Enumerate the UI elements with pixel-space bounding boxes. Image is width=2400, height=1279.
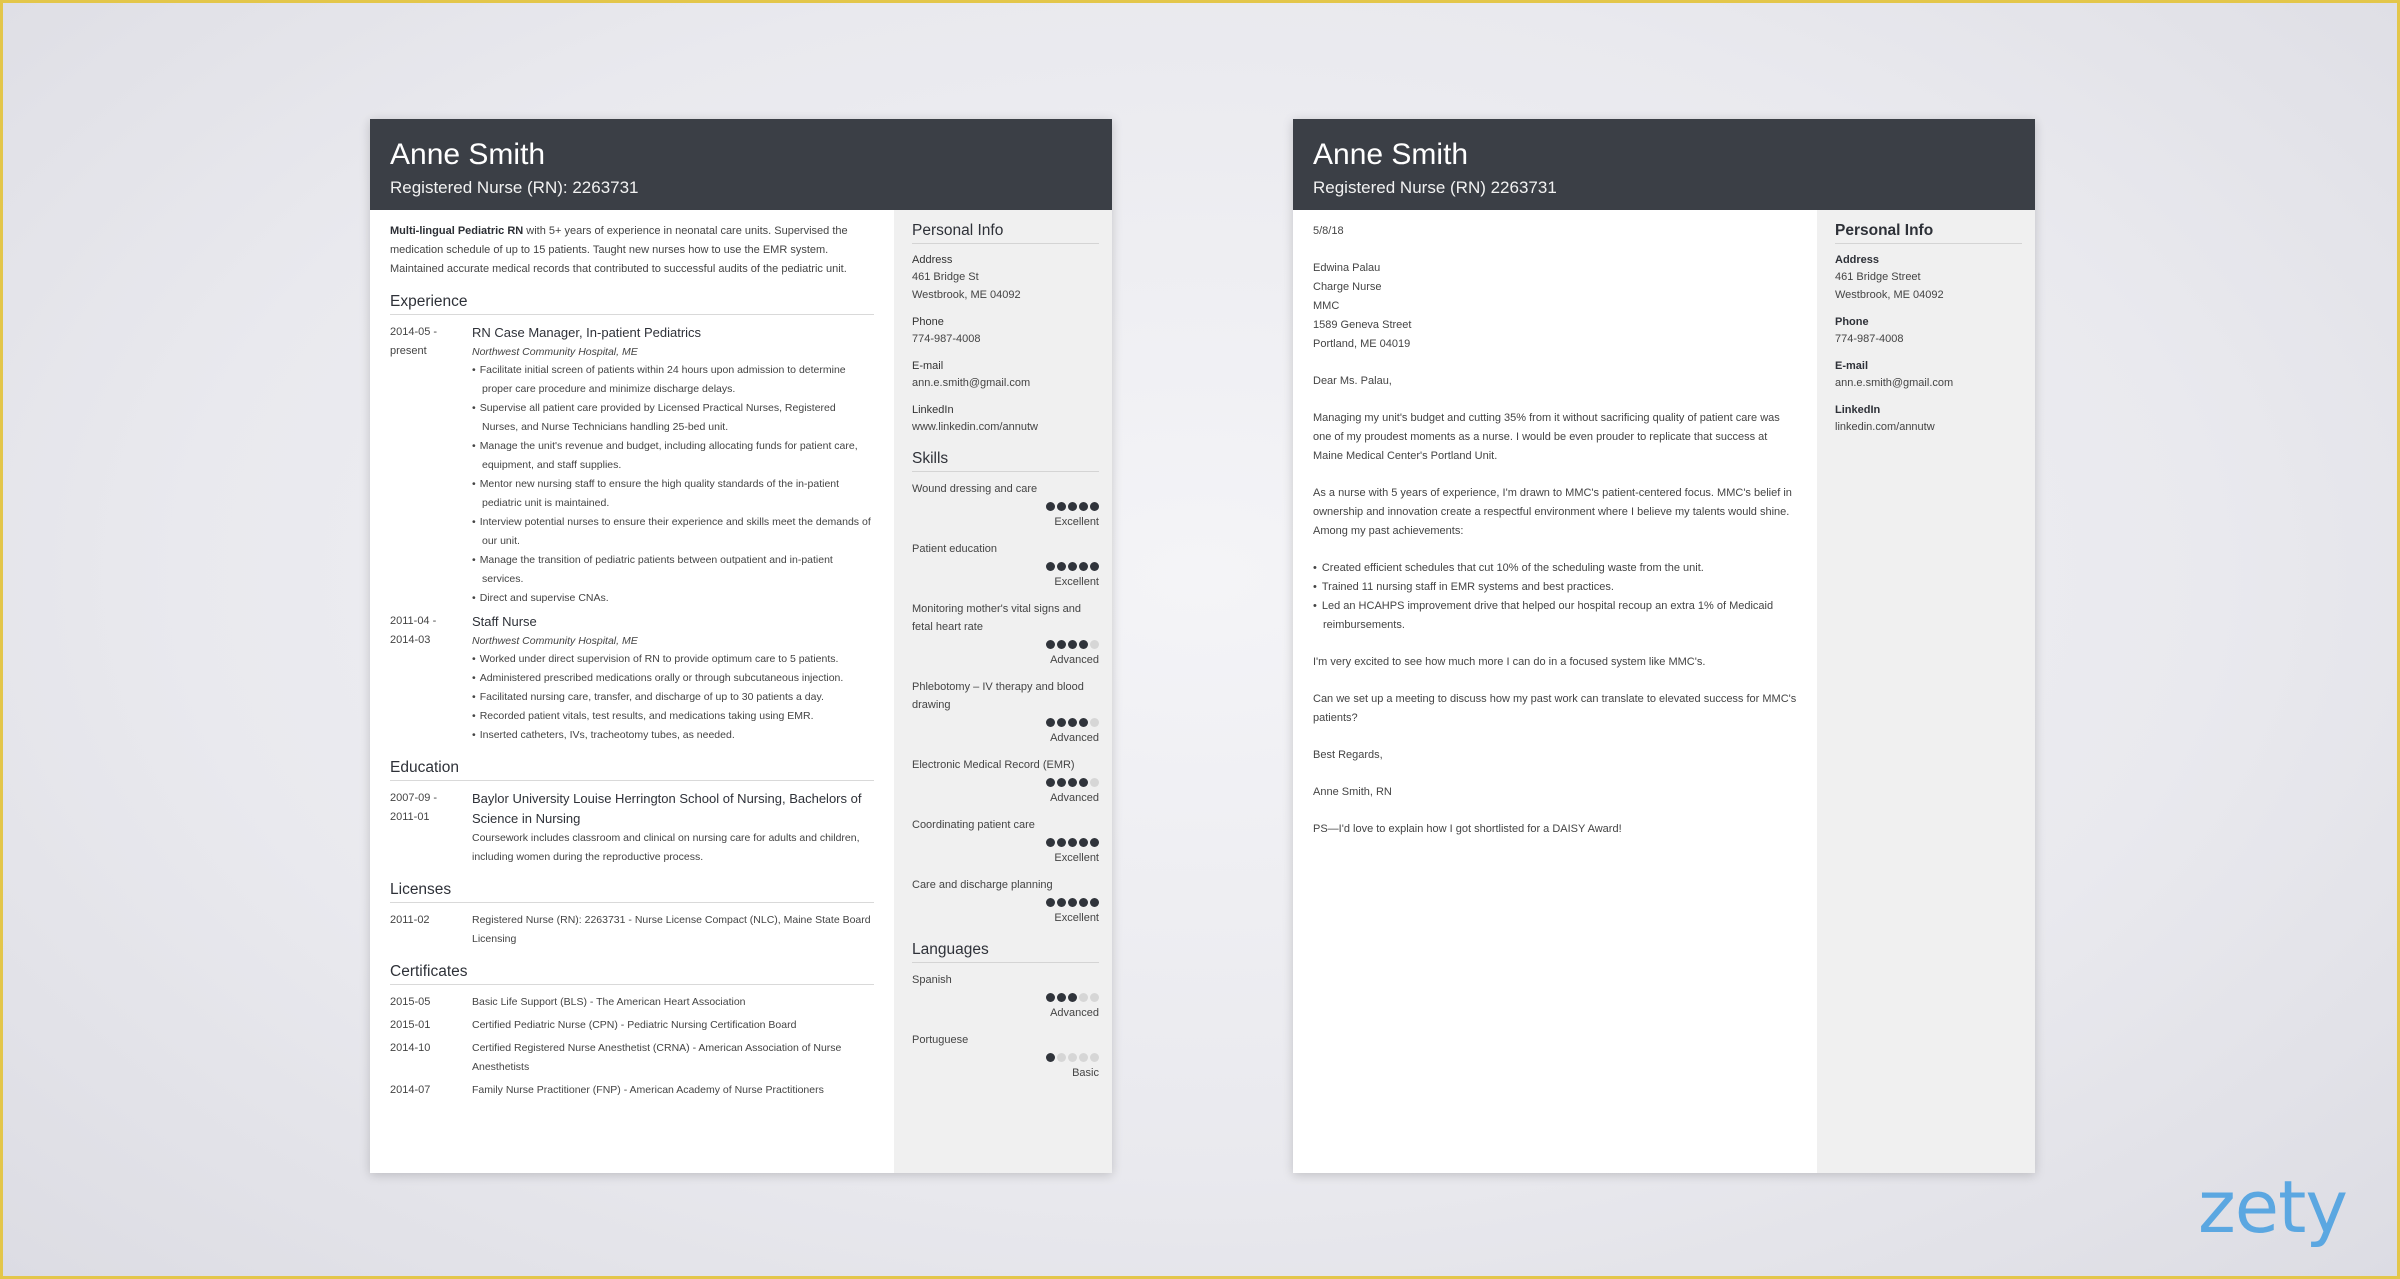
address-value [912, 268, 1099, 304]
experience-bullet: • Manage the transition of pediatric patients between outpatient and in-patient services. [472, 551, 874, 589]
certificate-date: 2015-05 [390, 996, 431, 1008]
resume-header [370, 119, 1112, 210]
letter-recipient [1313, 259, 1797, 354]
rating-dot-icon [1046, 718, 1055, 727]
letter-ps: PS—I'd love to explain how I got shortlisted for a DAISY Award! [1313, 823, 1622, 835]
skill-level: Excellent [1054, 912, 1099, 924]
certificate-date: 2014-07 [390, 1084, 431, 1096]
rating-dot-icon [1090, 640, 1099, 649]
license-text: Registered Nurse (RN): 2263731 - Nurse License Compact (NLC), Maine State Board Licensing [472, 914, 871, 945]
rating-dot-icon [1068, 502, 1077, 511]
rating-dot-icon [1046, 1053, 1055, 1062]
recipient-line: 1589 Geneva Street [1313, 319, 1412, 331]
experience-org: Northwest Community Hospital, ME [472, 346, 638, 358]
letter-name: Anne Smith [1313, 138, 1469, 171]
resume-main-column [370, 210, 894, 1173]
rating-dot-icon [1079, 502, 1088, 511]
skills-heading: Skills [912, 450, 1099, 472]
rating-dot-icon [1090, 778, 1099, 787]
email-label: E-mail [912, 360, 944, 372]
experience-list [390, 323, 874, 745]
education-date-end: 2011-01 [390, 811, 430, 823]
rating-dot-icon [1057, 502, 1066, 511]
skill-rating [912, 501, 1099, 513]
rating-dot-icon [1068, 993, 1077, 1002]
rating-dot-icon [1068, 562, 1077, 571]
rating-dot-icon [1057, 898, 1066, 907]
letter-linkedin-label: LinkedIn [1835, 404, 1881, 416]
recipient-line: Portland, ME 04019 [1313, 338, 1411, 350]
languages-heading: Languages [912, 941, 1099, 963]
skill-level: Excellent [1054, 516, 1099, 528]
letter-title: Registered Nurse (RN) 2263731 [1313, 178, 1557, 197]
summary-bold: Multi-lingual Pediatric RN [390, 225, 524, 237]
skill-name: Coordinating patient care [912, 819, 1035, 831]
education-date-start: 2007-09 - [390, 792, 438, 804]
experience-bullet: • Facilitate initial screen of patients within 24 hours upon admission to determine proper care procedure and minimize discharge delays. [472, 361, 874, 399]
resume-page [370, 119, 1112, 1173]
letter-signature: Anne Smith, RN [1313, 786, 1392, 798]
letter-email-value: ann.e.smith@gmail.com [1835, 377, 1954, 389]
experience-entry [390, 323, 874, 608]
letter-bullet: • Trained 11 nursing staff in EMR systems and best practices. [1313, 578, 1797, 597]
rating-dot-icon [1057, 562, 1066, 571]
letter-bullet: • Led an HCAHPS improvement drive that helped our hospital recoup an extra 1% of Medicaid reimbursements. [1313, 597, 1797, 635]
letter-paragraph-1: Managing my unit's budget and cutting 35% from it without sacrificing quality of patient care was one of my proudest moments as a nurse. I would be even prouder to replicate that success at Maine Medical Center's Portland Unit. [1313, 412, 1780, 462]
rating-dot-icon [1046, 838, 1055, 847]
skill-rating [912, 639, 1099, 651]
letter-paragraph-2: As a nurse with 5 years of experience, I'm drawn to MMC's patient-centered focus. MMC's belief in ownership and innovation create a respectful environment where I believe my talents would shine. Among my past achievements: [1313, 487, 1792, 537]
rating-dot-icon [1079, 838, 1088, 847]
letter-closing: Best Regards, [1313, 749, 1383, 761]
rating-dot-icon [1090, 502, 1099, 511]
experience-date-end: 2014-03 [390, 634, 431, 646]
license-date: 2011-02 [390, 914, 430, 926]
letter-header [1293, 119, 2035, 210]
certificates-heading: Certificates [390, 963, 874, 985]
linkedin-label: LinkedIn [912, 404, 954, 416]
skill-item [912, 480, 1099, 531]
letter-personal-info-heading: Personal Info [1835, 222, 2022, 244]
skill-level: Excellent [1054, 852, 1099, 864]
experience-bullet: • Recorded patient vitals, test results, and medications taking using EMR. [472, 707, 874, 726]
rating-dot-icon [1046, 562, 1055, 571]
rating-dot-icon [1090, 898, 1099, 907]
experience-bullets [472, 361, 874, 608]
letter-sidebar [1817, 210, 2035, 1173]
experience-dates [390, 323, 472, 608]
letter-paragraph-3: I'm very excited to see how much more I can do in a focused system like MMC's. [1313, 656, 1706, 668]
rating-dot-icon [1090, 993, 1099, 1002]
certificate-entry [390, 993, 874, 1012]
phone-label: Phone [912, 316, 944, 328]
skill-level: Advanced [1050, 732, 1099, 744]
experience-bullet: • Direct and supervise CNAs. [472, 589, 874, 608]
letter-greeting: Dear Ms. Palau, [1313, 375, 1392, 387]
experience-bullet: • Worked under direct supervision of RN to provide optimum care to 5 patients. [472, 650, 874, 669]
language-rating [912, 992, 1099, 1004]
skill-name: Wound dressing and care [912, 483, 1038, 495]
letter-body [1293, 210, 1817, 1173]
certificate-text: Certified Pediatric Nurse (CPN) - Pediatric Nursing Certification Board [472, 1019, 797, 1031]
licenses-heading: Licenses [390, 881, 874, 903]
rating-dot-icon [1057, 838, 1066, 847]
recipient-line: Edwina Palau [1313, 262, 1381, 274]
experience-date-end: present [390, 345, 427, 357]
rating-dot-icon [1057, 993, 1066, 1002]
rating-dot-icon [1068, 838, 1077, 847]
rating-dot-icon [1046, 898, 1055, 907]
email-value: ann.e.smith@gmail.com [912, 377, 1031, 389]
resume-name: Anne Smith [390, 138, 546, 171]
language-item [912, 971, 1099, 1022]
rating-dot-icon [1090, 718, 1099, 727]
experience-bullets [472, 650, 874, 745]
letter-address-label: Address [1835, 254, 1880, 266]
rating-dot-icon [1046, 502, 1055, 511]
certificate-text: Family Nurse Practitioner (FNP) - American Academy of Nurse Practitioners [472, 1084, 824, 1096]
education-entry [390, 789, 874, 867]
language-level: Basic [1072, 1067, 1099, 1079]
skill-item [912, 816, 1099, 867]
phone-value: 774-987-4008 [912, 333, 981, 345]
rating-dot-icon [1079, 718, 1088, 727]
language-level: Advanced [1050, 1007, 1099, 1019]
certificate-entry [390, 1039, 874, 1077]
letter-email-label: E-mail [1835, 360, 1869, 372]
rating-dot-icon [1090, 838, 1099, 847]
rating-dot-icon [1046, 778, 1055, 787]
recipient-line: Charge Nurse [1313, 281, 1382, 293]
skill-name: Patient education [912, 543, 998, 555]
experience-bullet: • Mentor new nursing staff to ensure the high quality standards of the in-patient pediatric unit is maintained. [472, 475, 874, 513]
languages-list [912, 971, 1099, 1082]
skills-list [912, 480, 1099, 927]
skill-item [912, 876, 1099, 927]
skill-rating [912, 777, 1099, 789]
rating-dot-icon [1068, 718, 1077, 727]
language-item [912, 1031, 1099, 1082]
experience-role: RN Case Manager, In-patient Pediatrics [472, 325, 702, 340]
skill-rating [912, 837, 1099, 849]
skill-item [912, 600, 1099, 669]
experience-entry [390, 612, 874, 745]
license-entry [390, 911, 874, 949]
experience-heading: Experience [390, 293, 874, 315]
experience-bullet: • Facilitated nursing care, transfer, and discharge of up to 30 patients a day. [472, 688, 874, 707]
rating-dot-icon [1068, 898, 1077, 907]
zety-logo: zety [2198, 1165, 2347, 1249]
rating-dot-icon [1057, 778, 1066, 787]
rating-dot-icon [1079, 778, 1088, 787]
rating-dot-icon [1068, 1053, 1077, 1062]
skill-name: Electronic Medical Record (EMR) [912, 759, 1075, 771]
rating-dot-icon [1079, 640, 1088, 649]
rating-dot-icon [1046, 640, 1055, 649]
rating-dot-icon [1079, 562, 1088, 571]
skill-item [912, 756, 1099, 807]
letter-address-line-1: 461 Bridge Street [1835, 271, 1921, 283]
language-rating [912, 1052, 1099, 1064]
certificate-date: 2015-01 [390, 1019, 431, 1031]
certificates-list [390, 993, 874, 1100]
letter-address-line-2: Westbrook, ME 04092 [1835, 289, 1944, 301]
skill-level: Advanced [1050, 792, 1099, 804]
experience-body [472, 612, 874, 745]
certificate-text: Certified Registered Nurse Anesthetist (CRNA) - American Association of Nurse Anesthetists [472, 1042, 842, 1073]
personal-info-heading: Personal Info [912, 222, 1099, 244]
skill-item [912, 540, 1099, 591]
skill-item [912, 678, 1099, 747]
experience-org: Northwest Community Hospital, ME [472, 635, 638, 647]
rating-dot-icon [1057, 718, 1066, 727]
rating-dot-icon [1079, 898, 1088, 907]
skill-rating [912, 717, 1099, 729]
letter-paragraph-4: Can we set up a meeting to discuss how my past work can translate to elevated success for MMC's patients? [1313, 693, 1797, 724]
experience-body [472, 323, 874, 608]
address-line-1: 461 Bridge St [912, 271, 979, 283]
certificate-text: Basic Life Support (BLS) - The American Heart Association [472, 996, 746, 1008]
rating-dot-icon [1079, 1053, 1088, 1062]
letter-achievements [1313, 559, 1797, 635]
skill-level: Excellent [1054, 576, 1099, 588]
skill-level: Advanced [1050, 654, 1099, 666]
resume-summary [390, 222, 874, 279]
experience-bullet: • Inserted catheters, IVs, tracheotomy tubes, as needed. [472, 726, 874, 745]
skill-name: Phlebotomy – IV therapy and blood drawing [912, 681, 1084, 711]
rating-dot-icon [1068, 778, 1077, 787]
education-school: Baylor University Louise Herrington School of Nursing, Bachelors of Science in Nursing [472, 791, 862, 826]
skill-rating [912, 897, 1099, 909]
language-name: Spanish [912, 974, 952, 986]
letter-address-value [1835, 268, 2022, 304]
rating-dot-icon [1046, 993, 1055, 1002]
education-desc: Coursework includes classroom and clinical on nursing care for adults and children, including women during the reproductive process. [472, 832, 860, 863]
resume-title: Registered Nurse (RN): 2263731 [390, 178, 639, 197]
letter-phone-label: Phone [1835, 316, 1869, 328]
licenses-list [390, 911, 874, 949]
cover-letter-page [1293, 119, 2035, 1173]
rating-dot-icon [1090, 1053, 1099, 1062]
experience-role: Staff Nurse [472, 614, 537, 629]
resume-sidebar [894, 210, 1112, 1173]
certificate-date: 2014-10 [390, 1042, 431, 1054]
experience-bullet: • Administered prescribed medications orally or through subcutaneous injection. [472, 669, 874, 688]
skill-rating [912, 561, 1099, 573]
rating-dot-icon [1090, 562, 1099, 571]
letter-date: 5/8/18 [1313, 225, 1344, 237]
experience-dates [390, 612, 472, 745]
certificate-entry [390, 1081, 874, 1100]
address-label: Address [912, 254, 953, 266]
rating-dot-icon [1079, 993, 1088, 1002]
experience-date-start: 2014-05 - [390, 326, 438, 338]
experience-bullet: • Interview potential nurses to ensure their experience and skills meet the demands of our unit. [472, 513, 874, 551]
rating-dot-icon [1057, 1053, 1066, 1062]
skill-name: Monitoring mother's vital signs and fetal heart rate [912, 603, 1082, 633]
linkedin-value: www.linkedin.com/annutw [912, 421, 1038, 433]
experience-date-start: 2011-04 - [390, 615, 437, 627]
education-heading: Education [390, 759, 874, 781]
skill-name: Care and discharge planning [912, 879, 1053, 891]
language-name: Portuguese [912, 1034, 969, 1046]
letter-linkedin-value: linkedin.com/annutw [1835, 421, 1935, 433]
experience-bullet: • Supervise all patient care provided by Licensed Practical Nurses, Registered Nurses, and Nurse Technicians handling 25-bed unit. [472, 399, 874, 437]
address-line-2: Westbrook, ME 04092 [912, 289, 1021, 301]
letter-phone-value: 774-987-4008 [1835, 333, 1904, 345]
letter-bullet: • Created efficient schedules that cut 10% of the scheduling waste from the unit. [1313, 559, 1797, 578]
recipient-line: MMC [1313, 300, 1340, 312]
rating-dot-icon [1068, 640, 1077, 649]
experience-bullet: • Manage the unit's revenue and budget, including allocating funds for patient care, equipment, and staff supplies. [472, 437, 874, 475]
rating-dot-icon [1057, 640, 1066, 649]
summary-text: with 5+ years of experience in neonatal care units. Supervised the medication schedule of up to 15 patients. Taught new nurses how to use the EMR system. Maintained accurate medical records that contributed to successful audits of the pediatric unit. [390, 225, 848, 275]
certificate-entry [390, 1016, 874, 1035]
